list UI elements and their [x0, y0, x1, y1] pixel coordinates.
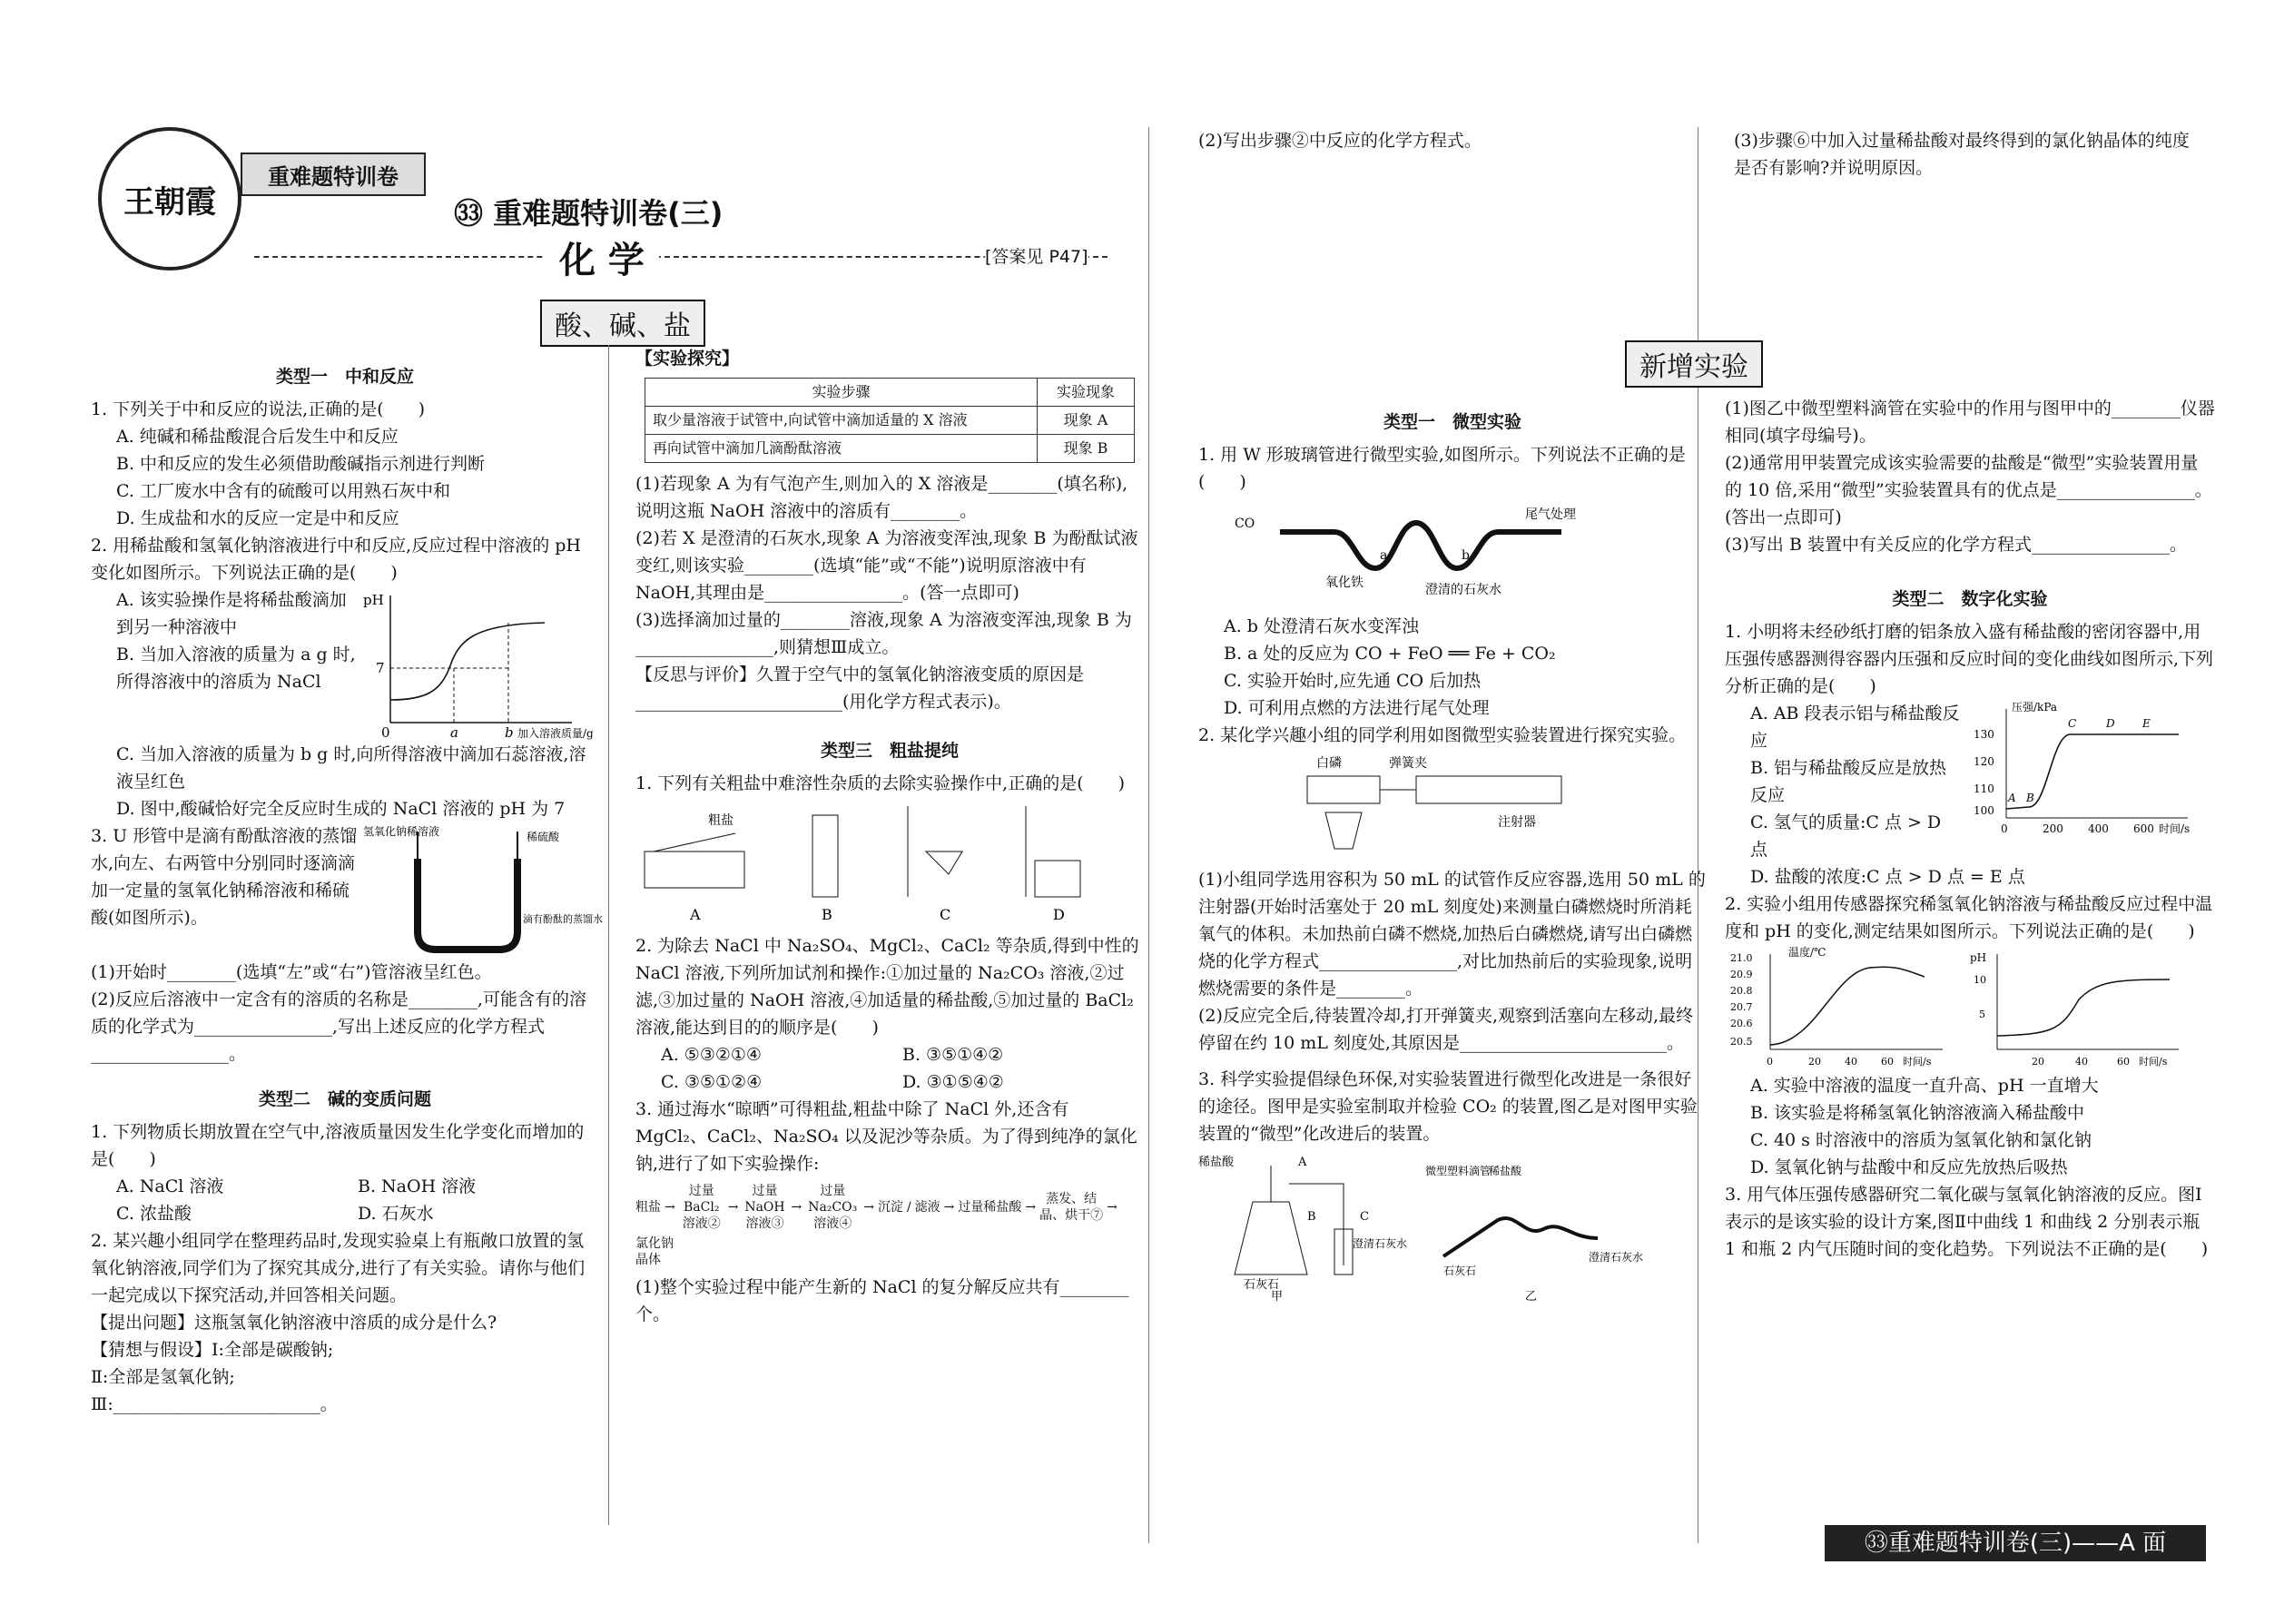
option-label: D: [1053, 906, 1065, 923]
fe-label: 氧化铁: [1325, 576, 1364, 590]
lime-label: 澄清石灰水: [1353, 1237, 1408, 1250]
co2-apparatus-figure: [1198, 1147, 1689, 1302]
continued-question: (2)写出步骤②中反应的化学方程式。: [1198, 131, 1482, 151]
y-tick: 20.7: [1730, 1001, 1753, 1013]
co-label: CO: [1235, 517, 1255, 531]
flow-step: 过量BaCl₂溶液②: [682, 1184, 721, 1231]
ph-curve-figure: [363, 586, 594, 741]
y-tick: 20.5: [1730, 1036, 1753, 1048]
y-tick: 100: [1974, 804, 1994, 817]
option: D. 生成盐和水的反应一定是中和反应: [116, 508, 399, 528]
sub-question: (3)写出 B 装置中有关反应的化学方程式________________。: [1725, 535, 2187, 555]
topic-tag-2: 新增实验: [1625, 340, 1763, 388]
question-stem: 2. 用稀盐酸和氢氧化钠溶液进行中和反应,反应过程中溶液的 pH 变化如图所示。下列说法正确的是( ): [91, 536, 581, 583]
topic-tag: 酸、碱、盐: [540, 300, 705, 347]
label-h2so4: 稀硫酸: [527, 831, 560, 843]
sub-question: (3)选择滴加过量的________溶液,现象 A 为溶液变浑浊,现象 B 为________________,则猜想Ⅲ成立。: [635, 610, 1132, 657]
sub-question: (2)通常用甲装置完成该实验需要的盐酸是“微型”实验装置用量的 10 倍,采用“微型”实验装置具有的优点是________________。(答出一点即可): [1725, 453, 2212, 527]
y-tick: 21.0: [1730, 952, 1753, 964]
table-header: 实验现象: [1038, 379, 1135, 407]
point-b: b: [1462, 548, 1470, 563]
y-tick: 5: [1979, 1009, 1985, 1020]
option: D. 盐酸的浓度:C 点 > D 点 = E 点: [1750, 867, 2025, 887]
section-heading: 类型一 中和反应: [275, 367, 414, 387]
salt-label: 粗盐: [708, 813, 733, 828]
column-3: [1198, 399, 1707, 1310]
y-label: 温度/℃: [1788, 946, 1826, 959]
sub-question: (2)若 X 是澄清的石灰水,现象 A 为溶液变浑浊,现象 B 为酚酞试液变红,则该实验________(选填“能”或“不能”)说明原溶液中有 NaOH,其理由是________________。(答一点即可): [635, 528, 1138, 603]
lime-label: 澄清的石灰水: [1425, 583, 1501, 597]
page-title: ㉝ 重难题特训卷(三): [454, 196, 724, 231]
x-tick: 0: [1767, 1056, 1773, 1068]
table-cell: 再向试管中滴加几滴酚酞溶液: [645, 435, 1038, 463]
flow-step: 蒸发、结晶、烘干⑦: [1039, 1192, 1104, 1223]
clip-label: 弹簧夹: [1389, 756, 1427, 771]
answer-ref: [答案见 P47]: [985, 243, 1088, 268]
stone2-label: 石灰石: [1443, 1265, 1477, 1277]
question-stem: 3. 通过海水“晾晒”可得粗盐,粗盐中除了 NaCl 外,还含有 MgCl₂、CaCl₂、Na₂SO₄ 以及泥沙等杂质。为了得到纯净的氯化钠,进行了如下实验操作:: [635, 1099, 1137, 1174]
syringe-figure: [1198, 749, 1689, 858]
flow-step: 滤液: [914, 1200, 940, 1215]
x-tick: 20: [2032, 1056, 2044, 1068]
option-label: B: [822, 906, 832, 923]
apparatus-figure: [635, 797, 1144, 924]
option: D. 可利用点燃的方法进行尾气处理: [1224, 698, 1490, 718]
section-heading: 类型二 数字化实验: [1892, 589, 2048, 609]
text-line: 【猜想与假设】Ⅰ:全部是碳酸钠;: [91, 1340, 334, 1360]
option: C. 40 s 时溶液中的溶质为氢氧化钠和氯化钠: [1750, 1130, 2092, 1150]
option-label: A: [690, 906, 701, 923]
experiment-title: 【实验探究】: [635, 349, 740, 369]
y-label: 压强/kPa: [2012, 701, 2058, 714]
section-heading: 类型二 碱的变质问题: [258, 1089, 431, 1109]
question-stem: 3. 科学实验提倡绿色环保,对实验装置进行微型化改进是一条很好的途径。图甲是实验室制取并检验 CO₂ 的装置,图乙是对图甲实验装置的“微型”化改进后的装置。: [1198, 1069, 1698, 1144]
logo-seal: [98, 127, 241, 271]
process-flow: 粗盐 → 过量BaCl₂溶液② → 过量NaOH溶液③ → 过量Na₂CO₃溶液④ → 沉淀 / 滤液 → 过量稀盐酸 → 蒸发、结晶、烘干⑦ → 氯化钠晶体: [635, 1184, 1117, 1267]
point: C: [2068, 717, 2077, 730]
sub-question: (1)若现象 A 为有气泡产生,则加入的 X 溶液是________(填名称),说明这瓶 NaOH 溶液中的溶质有________。: [635, 474, 1128, 521]
flow-step: 过量稀盐酸: [958, 1200, 1022, 1215]
x-tick: 600: [2133, 822, 2154, 835]
option: D. 石灰水: [358, 1204, 434, 1224]
option: A. 该实验操作是将稀盐酸滴加到另一种溶液中: [116, 590, 347, 637]
option: A. ⑤③②①④: [661, 1045, 762, 1065]
option: A. b 处澄清石灰水变浑浊: [1224, 616, 1420, 636]
option: C. 当加入溶液的质量为 b g 时,向所得溶液中滴加石蕊溶液,溶液呈红色: [116, 744, 586, 792]
point-a: a: [1380, 548, 1388, 563]
option: C. ③⑤①②④: [661, 1072, 763, 1092]
option: B. NaOH 溶液: [358, 1176, 477, 1196]
acid-label: 稀盐酸: [1198, 1156, 1235, 1169]
table-cell: 取少量溶液于试管中,向试管中滴加适量的 X 溶液: [645, 407, 1038, 435]
option: C. 工厂废水中含有的硫酸可以用熟石灰中和: [116, 481, 450, 501]
option: B. 中和反应的发生必须借助酸碱指示剂进行判断: [116, 454, 486, 474]
x-label: 时间/s: [2159, 822, 2191, 835]
y-label: pH: [363, 592, 384, 608]
x-tick: 40: [1845, 1056, 1857, 1068]
option: B. 当加入溶液的质量为 a g 时,所得溶液中的溶质为 NaCl: [116, 645, 356, 692]
flow-step: 粗盐: [635, 1200, 661, 1215]
syringe-label: 注射器: [1498, 815, 1536, 830]
w-tube-figure: [1198, 496, 1689, 605]
acid2-label: 稀盐酸: [1489, 1165, 1522, 1177]
ph-chart: [1961, 945, 2188, 1072]
option: D. 图中,酸碱恰好完全反应时生成的 NaCl 溶液的 pH 为 7: [116, 799, 566, 819]
question-stem: 1. 下列物质长期放置在空气中,溶液质量因发生化学变化而增加的是( ): [91, 1122, 585, 1169]
pressure-chart: [1961, 700, 2197, 836]
question-stem: 1. 下列关于中和反应的说法,正确的是( ): [91, 399, 426, 419]
y-tick: 7: [376, 660, 385, 676]
option: D. ③①⑤④②: [902, 1072, 1004, 1092]
question-stem: 2. 实验小组用传感器探究稀氢氧化钠溶液与稀盐酸反应过程中温度和 pH 的变化,测定结果如图所示。下列说法正确的是( ): [1725, 894, 2213, 941]
flow-step: 氯化钠晶体: [635, 1236, 674, 1267]
option: B. ③⑤①④②: [902, 1045, 1004, 1065]
label-B: B: [1307, 1210, 1316, 1224]
fig-jia: 甲: [1271, 1290, 1284, 1304]
footer-bar: ㉝重难题特训卷(三)——A 面: [1825, 1525, 2206, 1561]
flow-step: 沉淀: [877, 1200, 903, 1215]
x-tick: 0: [2001, 822, 2008, 835]
text-line: 【提出问题】这瓶氢氧化钠溶液中溶质的成分是什么?: [91, 1313, 497, 1333]
question-stem: 2. 某兴趣小组同学在整理药品时,发现实验桌上有瓶敞口放置的氢氧化钠溶液,同学们为了探究其成分,进行了有关实验。请你与他们一起完成以下探究活动,并回答相关问题。: [91, 1231, 586, 1305]
x-tick: 60: [2117, 1056, 2130, 1068]
table-header: 实验步骤: [645, 379, 1038, 407]
option: B. a 处的反应为 CO + FeO ══ Fe + CO₂: [1224, 644, 1556, 664]
label-naoh: 氢氧化钠稀溶液: [363, 825, 440, 838]
option: D. 氢氧化钠与盐酸中和反应先放热后吸热: [1750, 1157, 2068, 1177]
stone-label: 石灰石: [1244, 1278, 1280, 1292]
option: A. 纯碱和稀盐酸混合后发生中和反应: [116, 427, 399, 447]
table-cell: 现象 B: [1038, 435, 1135, 463]
y-tick: 130: [1974, 728, 1994, 741]
point: D: [2106, 717, 2115, 730]
continued-question: (3)步骤⑥中加入过量稀盐酸对最终得到的氯化钠晶体的纯度是否有影响?并说明原因。: [1734, 131, 2190, 178]
y-tick: 10: [1974, 974, 1986, 986]
tube-label: 微型塑料滴管: [1425, 1165, 1492, 1177]
label-water: 滴有酚酞的蒸馏水: [523, 913, 603, 925]
series-badge: 重难题特训卷: [241, 153, 426, 196]
question-stem: 2. 为除去 NaCl 中 Na₂SO₄、MgCl₂、CaCl₂ 等杂质,得到中性的 NaCl 溶液,下列所加试剂和操作:①加过量的 Na₂CO₃ 溶液,②过滤,③加过量的 NaOH 溶液,④加适量的稀盐酸,⑤加过量的 BaCl₂ 溶液,能达到目的的顺序是( ): [635, 936, 1139, 1038]
x-label: 加入溶液质量/g: [517, 727, 594, 740]
question-stem: 3. 用气体压强传感器研究二氧化碳与氢氧化钠溶液的反应。图Ⅰ表示的是该实验的设计方案,图Ⅱ中曲线 1 和曲线 2 分别表示瓶 1 和瓶 2 内气压随时间的变化趋势。下列说法不正确的是( ): [1725, 1185, 2209, 1259]
sub-question: (1)小组同学选用容积为 50 mL 的试管作反应容器,选用 50 mL 的注射器(开始时活塞处于 20 mL 刻度处)来测量白磷燃烧时所消耗氧气的体积。未加热前白磷不燃烧,加热后白磷燃烧,请写出白磷燃烧的化学方程式________________,对比加热前后的实验现象,说明燃烧需要的条件是________。: [1198, 870, 1706, 999]
sub-question: (1)整个实验过程中能产生新的 NaCl 的复分解反应共有________个。: [635, 1277, 1129, 1324]
question-stem: 3. U 形管中是滴有酚酞溶液的蒸馏水,向左、右两管中分别同时逐滴滴加一定量的氢氧化钠稀溶液和稀硫酸(如图所示)。: [91, 826, 358, 928]
y-label: pH: [1970, 951, 1987, 964]
option: C. 实验开始时,应先通 CO 后加热: [1224, 671, 1482, 691]
x-tick: 20: [1808, 1056, 1821, 1068]
option: B. 铝与稀盐酸反应是放热反应: [1750, 758, 1947, 805]
logo-text: 王朝霞: [123, 183, 216, 221]
reflection: 【反思与评价】久置于空气中的氢氧化钠溶液变质的原因是________________________(用化学方程式表示)。: [635, 664, 1085, 712]
label-A: A: [1298, 1156, 1307, 1169]
text-line: Ⅱ:全部是氢氧化钠;: [91, 1367, 235, 1387]
column-1: [91, 354, 603, 1418]
point: A: [2008, 792, 2016, 804]
p-label: 白磷: [1316, 756, 1342, 771]
tail-label: 尾气处理: [1525, 507, 1576, 522]
title-rule: [254, 256, 1108, 260]
experiment-table: [645, 378, 1135, 463]
option: C. 浓盐酸: [116, 1204, 192, 1224]
question-stem: 1. 小明将未经砂纸打磨的铝条放入盛有稀盐酸的密闭容器中,用压强传感器测得容器内压强和反应时间的变化曲线如图所示,下列分析正确的是( ): [1725, 622, 2214, 696]
column-separator: [608, 345, 609, 1525]
column-4: [1725, 395, 2215, 1263]
x-tick: 400: [2088, 822, 2109, 835]
x-tick: 60: [1881, 1056, 1894, 1068]
x-tick: 200: [2043, 822, 2063, 835]
point: B: [2026, 792, 2034, 804]
flow-step: 过量NaOH溶液③: [744, 1184, 785, 1231]
label-C: C: [1360, 1210, 1369, 1224]
text-line: Ⅲ:________________________。: [91, 1394, 338, 1414]
question-stem: 1. 用 W 形玻璃管进行微型实验,如图所示。下列说法不正确的是( ): [1198, 445, 1686, 492]
y-tick: 20.9: [1730, 969, 1753, 980]
section-heading: 类型一 微型实验: [1383, 412, 1521, 432]
y-tick: 110: [1974, 782, 1994, 795]
question-stem: 1. 下列有关粗盐中难溶性杂质的去除实验操作中,正确的是( ): [635, 773, 1126, 793]
origin: 0: [381, 724, 390, 741]
sub-question: (2)反应完全后,待装置冷却,打开弹簧夹,观察到活塞向左移动,最终停留在约 10 mL 刻度处,其原因是________________________。: [1198, 1006, 1694, 1053]
y-tick: 120: [1974, 755, 1994, 768]
option: A. 实验中溶液的温度一直升高、pH 一直增大: [1750, 1076, 2099, 1096]
option: C. 氢气的质量:C 点 > D 点: [1750, 812, 1942, 860]
page-separator: [1148, 127, 1149, 1543]
option: A. NaCl 溶液: [116, 1176, 224, 1196]
temperature-chart: [1725, 945, 1952, 1072]
option: A. AB 段表示铝与稀盐酸反应: [1750, 704, 1960, 751]
x-tick-b: b: [505, 724, 514, 741]
sub-question: (1)图乙中微型塑料滴管在实验中的作用与图甲中的________仪器相同(填字母编号)。: [1725, 399, 2215, 446]
question-stem: 2. 某化学兴趣小组的同学利用如图微型实验装置进行探究实验。: [1198, 725, 1687, 745]
x-label: 时间/s: [1903, 1056, 1932, 1068]
table-cell: 现象 A: [1038, 407, 1135, 435]
lime2-label: 澄清石灰水: [1589, 1251, 1644, 1264]
x-tick-a: a: [450, 724, 458, 741]
flow-step: 过量Na₂CO₃溶液④: [808, 1184, 858, 1231]
subject-title: 化 学: [545, 231, 659, 283]
option-label: C: [940, 906, 951, 923]
y-tick: 20.6: [1730, 1018, 1753, 1029]
point: E: [2142, 717, 2151, 730]
x-label: 时间/s: [2139, 1056, 2168, 1068]
option: B. 该实验是将稀氢氧化钠溶液滴入稀盐酸中: [1750, 1103, 2085, 1123]
fig-yi: 乙: [1525, 1290, 1538, 1304]
section-heading: 类型三 粗盐提纯: [820, 741, 959, 761]
u-tube-figure: [363, 822, 603, 959]
x-tick: 40: [2075, 1056, 2088, 1068]
y-tick: 20.8: [1730, 985, 1753, 997]
sub-question: (1)开始时________(选填“左”或“右”)管溶液呈红色。: [91, 962, 492, 982]
column-2: [635, 345, 1144, 1328]
sub-question: (2)反应后溶液中一定含有的溶质的名称是________,可能含有的溶质的化学式为________________,写出上述反应的化学方程式________________。: [91, 989, 586, 1064]
